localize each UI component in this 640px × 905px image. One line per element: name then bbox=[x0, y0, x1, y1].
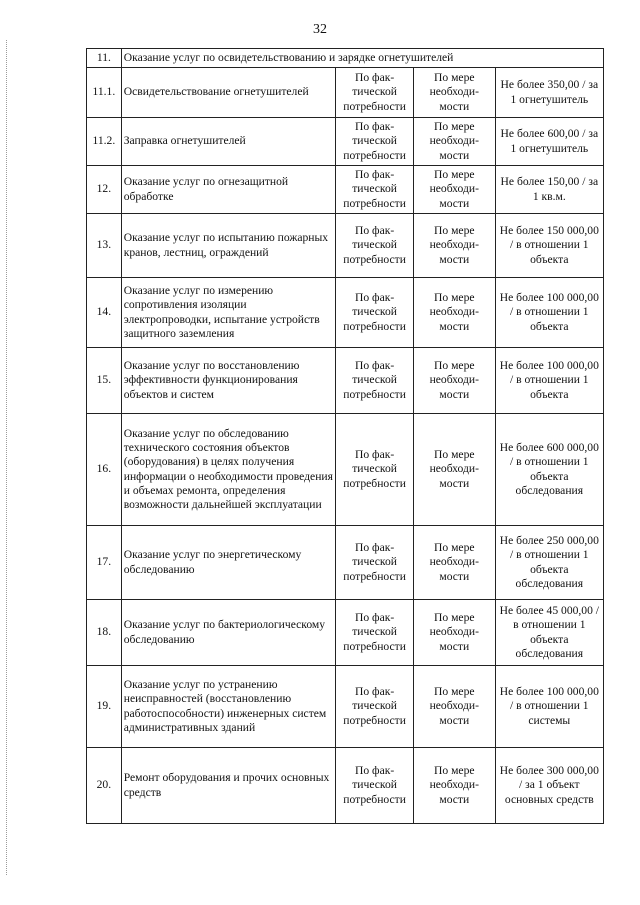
price-limit-cell: Не более 100 000,00 / в отношении 1 системы bbox=[495, 666, 603, 748]
table-row bbox=[87, 348, 604, 414]
service-name: Оказание услуг по восстановлению эффективности функционирования объектов и систем bbox=[121, 348, 336, 414]
table-row bbox=[87, 166, 604, 214]
binding-margin-line bbox=[6, 40, 7, 875]
basis-cell: По фак-тической потребности bbox=[336, 414, 414, 526]
service-name: Оказание услуг по огнезащитной обработке bbox=[121, 166, 336, 214]
frequency-cell: По мере необходи-мости bbox=[413, 118, 495, 166]
price-limit-cell: Не более 100 000,00 / в отношении 1 объекта bbox=[495, 348, 603, 414]
row-number: 19. bbox=[87, 666, 122, 748]
basis-cell: По фак-тической потребности bbox=[336, 278, 414, 348]
basis-cell: По фак-тической потребности bbox=[336, 526, 414, 600]
table-row bbox=[87, 414, 604, 526]
service-name: Оказание услуг по испытанию пожарных кранов, лестниц, ограждений bbox=[121, 214, 336, 278]
table-row bbox=[87, 748, 604, 824]
row-number: 11.1. bbox=[87, 68, 122, 118]
price-limit-cell: Не более 350,00 / за 1 огнетушитель bbox=[495, 68, 603, 118]
price-limit-cell: Не более 600 000,00 / в отношении 1 объекта обследования bbox=[495, 414, 603, 526]
basis-cell: По фак-тической потребности bbox=[336, 214, 414, 278]
table-row bbox=[87, 666, 604, 748]
frequency-cell: По мере необходи-мости bbox=[413, 278, 495, 348]
price-limit-cell: Не более 300 000,00 / за 1 объект основных средств bbox=[495, 748, 603, 824]
page-number: 32 bbox=[313, 22, 327, 37]
service-name: Оказание услуг по бактериологическому обследованию bbox=[121, 600, 336, 666]
row-number: 14. bbox=[87, 278, 122, 348]
basis-cell: По фак-тической потребности bbox=[336, 348, 414, 414]
row-number: 18. bbox=[87, 600, 122, 666]
frequency-cell: По мере необходи-мости bbox=[413, 214, 495, 278]
frequency-cell: По мере необходи-мости bbox=[413, 348, 495, 414]
row-number: 12. bbox=[87, 166, 122, 214]
service-name: Освидетельствование огнетушителей bbox=[121, 68, 336, 118]
frequency-cell: По мере необходи-мости bbox=[413, 166, 495, 214]
section-number: 11. bbox=[87, 49, 122, 68]
basis-cell: По фак-тической потребности bbox=[336, 748, 414, 824]
frequency-cell: По мере необходи-мости bbox=[413, 666, 495, 748]
basis-cell: По фак-тической потребности bbox=[336, 666, 414, 748]
row-number: 17. bbox=[87, 526, 122, 600]
price-limit-cell: Не более 45 000,00 / в отношении 1 объекта обследования bbox=[495, 600, 603, 666]
frequency-cell: По мере необходи-мости bbox=[413, 68, 495, 118]
services-table-container bbox=[86, 48, 604, 824]
price-limit-cell: Не более 600,00 / за 1 огнетушитель bbox=[495, 118, 603, 166]
service-name: Оказание услуг по устранению неисправностей (восстановлению работоспособности) инженерных систем административных зданий bbox=[121, 666, 336, 748]
table-row bbox=[87, 68, 604, 118]
price-limit-cell: Не более 100 000,00 / в отношении 1 объекта bbox=[495, 278, 603, 348]
price-limit-cell: Не более 150 000,00 / в отношении 1 объекта bbox=[495, 214, 603, 278]
section-title: Оказание услуг по освидетельствованию и зарядке огнетушителей bbox=[121, 49, 603, 68]
frequency-cell: По мере необходи-мости bbox=[413, 748, 495, 824]
row-number: 11.2. bbox=[87, 118, 122, 166]
basis-cell: По фак-тической потребности bbox=[336, 600, 414, 666]
table-row bbox=[87, 214, 604, 278]
services-table bbox=[86, 48, 604, 824]
price-limit-cell: Не более 150,00 / за 1 кв.м. bbox=[495, 166, 603, 214]
service-name: Оказание услуг по энергетическому обследованию bbox=[121, 526, 336, 600]
service-name: Оказание услуг по измерению сопротивления изоляции электропроводки, испытание устройств защитного заземления bbox=[121, 278, 336, 348]
frequency-cell: По мере необходи-мости bbox=[413, 414, 495, 526]
section-row bbox=[87, 49, 604, 68]
row-number: 13. bbox=[87, 214, 122, 278]
frequency-cell: По мере необходи-мости bbox=[413, 526, 495, 600]
price-limit-cell: Не более 250 000,00 / в отношении 1 объекта обследования bbox=[495, 526, 603, 600]
table-row bbox=[87, 278, 604, 348]
row-number: 20. bbox=[87, 748, 122, 824]
service-name: Оказание услуг по обследованию технического состояния объектов (оборудования) в целях получения информации о необходимости проведения и объемах ремонта, определения возможности дальнейшей эксплуатации bbox=[121, 414, 336, 526]
table-row bbox=[87, 118, 604, 166]
row-number: 16. bbox=[87, 414, 122, 526]
service-name: Ремонт оборудования и прочих основных средств bbox=[121, 748, 336, 824]
basis-cell: По фак-тической потребности bbox=[336, 118, 414, 166]
basis-cell: По фак-тической потребности bbox=[336, 68, 414, 118]
basis-cell: По фак-тической потребности bbox=[336, 166, 414, 214]
table-row bbox=[87, 526, 604, 600]
table-row bbox=[87, 600, 604, 666]
service-name: Заправка огнетушителей bbox=[121, 118, 336, 166]
frequency-cell: По мере необходи-мости bbox=[413, 600, 495, 666]
row-number: 15. bbox=[87, 348, 122, 414]
